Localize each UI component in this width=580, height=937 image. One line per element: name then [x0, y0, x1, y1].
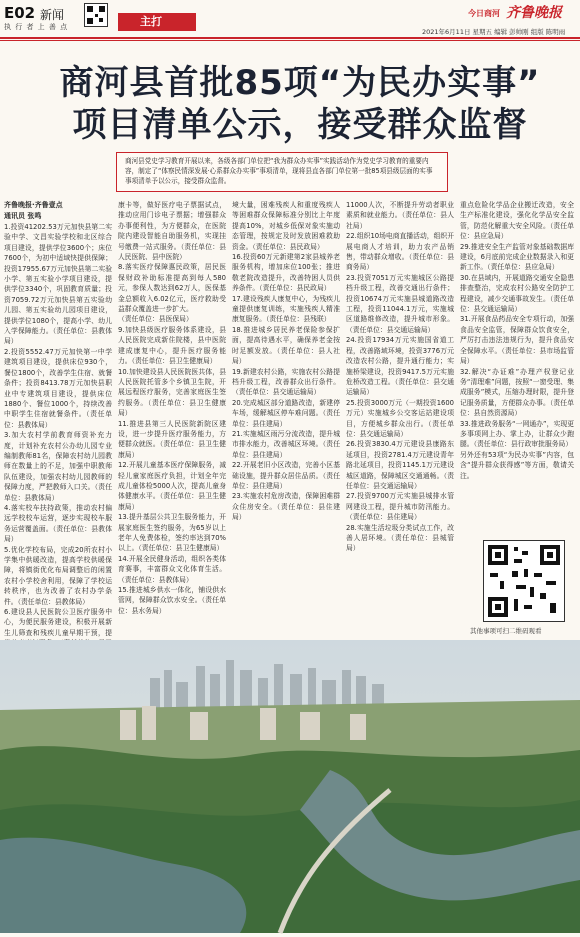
- section-name: 新闻: [40, 8, 65, 22]
- brand-small: 今日商河: [468, 9, 500, 18]
- article-column-5: 重点危险化学品企业搬迁改造，安全生产标准化建设，强化化学品安全监管，防范化解重大安全风险。（责任单位：县应急局） 29.推进安全生产监管对象基础数据库建设，6月底前完成企业数据录入和更新工作。（责任单位：县应急局） 30.在县域内，开展道路交通安全隐患排查整治，完成农村公路安全防护工程建设，减少交通事故发生。（责任单位：县交通运输局） 31.开展食品药品安全专项行动，加强食品安全监管，保障群众饮食安全，严厉打击违法违规行为，提升食品安全保障水平。（责任单位：县市场监管局） 32.解决“办证难”办理产权登记业务“清理难”问题，按照“一窗受理、集成服务”模式，压缩办理时限，提升登记服务质量，方便群众办事。（责任单位：县自然资源局） 33.推进政务服务“一网通办”，实现更多事项网上办、掌上办，让群众少跑腿。（责任单位：县行政审批服务局） 另外还有53项“为民办实事”内容，包含“提升群众获得感”等方面，敬请关注。: [460, 201, 574, 480]
- summary-box: 商河县党史学习教育开展以来，各级各部门单位把“我为群众办实事”实践活动作为党史学习教育的重要内容，制定了“体察民情深发展·心系群众办实事”事项清单，现将县直各部门单位第一批85项县级层面的实事事项清单予以公示，接受群众监督。: [116, 152, 448, 192]
- qr-caption: 其他事项可扫二维码观看: [470, 627, 542, 635]
- column-tag-label: 主打: [140, 15, 162, 28]
- column-1-text: 1.投资41202.53万元加快县第二实验中学、文昌实验学校和北区综合项目建设，提供学位3600个；床位7600个，为初中适域快提供保障；投资17955.67万元加快县第二实验小学、第五实验小学项目建设，提供学位3340个，巩固教育质量；投资7059.72万元加快县第五实验幼儿园、第五实验幼儿园项目建设，提供学位1080个，提高小学、幼儿入学保障能力。（责任单位：县教体局） 2.投资5552.47万元加快第一中学建筑项目建设，提供床位930个，餐位1800个，改善学生住宿、就餐条件；投资8413.78万元加快县职业中专建筑项目建设，提供床位1880个、餐位1000个，持续改善中职学生住宿就餐条件。（责任单位：县教体局） 3.加大农村学前教育师资补充力度，计划补充农村公办幼儿园专业编制教师81名，保障农村幼儿园教师在数量上的不足，加强中职教师队伍建设，加强农村幼儿园教师的保障力度，严把教师入口关。（责任单位：县教体局） 4.落实校车扶持政策，推动农村偏远学校校车运营，逐步实现校车服务运营覆盖面。（责任单位：县教体局） 5.优化学校布局，完成20所农村小学集中供暖改造，提高学校供暖保障，将镇街优化布局调整后的闲置农村小学校舍利用，保障了学校运转秩序，也为改善了农村办学条件。（责任单位：县教体局） 6.建设县人民医院公卫医疗服务中心，为便民服务建设，积极开展新生儿筛查和残疾儿童早期干预，提: [4, 223, 112, 637]
- article-column-2: 康卡等，做好医疗电子票据试点，推动应用门诊电子票据；增强群众办事便利性，为方便群众，在医院院内建设智能自助服务机，实现挂号缴费一站式服务。（责任单位：县人民医院、县中医院） 8.落实医疗保障惠民政策，居民医保财政补助标准提高到每人580元，参保人数达到62万人，医保基金总额收入6.02亿元，医疗救助受益群众覆盖进一步扩大。 （责任单位：县医保局） 9.加快县级医疗服务体系建设，县人民医院完成新住院楼，县中医院建成康复中心，提升医疗服务能力。（责任单位：县卫生健康局） 10.加快建设县人民医院医共体，县人民医院托管多个乡镇卫生院，开展远程医疗服务，完善家庭医生签约服务。（责任单位：县卫生健康局） 11.推进县第三人民医院新院区建设，进一步提升医疗服务能力，方便群众就医。（责任单位：县卫生健康局） 12.开展儿童基本医疗保障服务，减轻儿童家庭医疗负担，计划全年完成儿童体检5000人次，提高儿童身体健康水平。（责任单位：县卫生健康局） 13.提升基层公共卫生服务能力，开展家庭医生签约服务，为65岁以上老年人免费体检，签约率达到70%以上。（责任单位：县卫生健康局） 14.开展全民健身活动，组织各类体育赛事，丰富群众文化体育生活。（责任单位：县教体局） 15.推进城乡供水一体化，铺设供水管网，保障群众饮水安全。（责任单位：县水务局）: [118, 201, 226, 615]
- headline-line-1: 商河县首批85项“为民办实事”: [59, 63, 541, 103]
- article-column-3: 境大量，困难残疾人和重度残疾人等困难群众保障标准分别比上年度提高10%，对城乡低保对象实施动态管理，按规定及时发放困难救助资金。（责任单位：县民政局） 16.投资60万元新建第2家县城养老服务机构，增加床位100张；推进敬老院改造提升，改善特困人员供养条件。（责任单位：县民政局） 17.建设残疾人康复中心，为残疾儿童提供康复训练，实施残疾人精准康复服务。（责任单位：县残联） 18.推进城乡居民养老保险参保扩面，提高待遇水平，确保养老金按时足额发放。（责任单位：县人社局） 19.新建农村公路，实施农村公路提档升级工程，改善群众出行条件。（责任单位：县交通运输局） 20.完成城区部分道路改造，新建停车场，缓解城区停车难问题。（责任单位：县住建局） 21.实施城区雨污分流改造，提升城市排水能力，改善城区环境。（责任单位：县住建局） 22.开展老旧小区改造，完善小区基础设施，提升群众居住品质。（责任单位：县住建局） 23.实施农村危房改造，保障困难群众住房安全。（责任单位：县住建局）: [232, 201, 340, 522]
- header-divider: [0, 37, 580, 39]
- aerial-city-photo: [0, 640, 580, 933]
- article-column-1: [4, 200, 112, 636]
- column-tag: [118, 13, 196, 31]
- brand-logo: 齐鲁晚报: [506, 5, 562, 21]
- dateline: 2021年6月11日 星期五 编辑 彭帅刚 组版 陈明雨: [422, 28, 566, 36]
- header-line: 执 行 者 上 善 点: [4, 23, 69, 31]
- page-number: E02: [4, 4, 36, 22]
- article-qr-code-icon[interactable]: [483, 540, 565, 622]
- headline-line-2: 项目清单公示，接受群众监督: [72, 105, 528, 145]
- headline: [40, 62, 560, 146]
- header-qr-code-icon[interactable]: [84, 3, 108, 27]
- article-column-4: 11000人次，不断提升劳动者职业素质和就业能力。（责任单位：县人社局） 22.组织10场电商直播活动，组织开展电商人才培训，助力农产品销售，带动群众增收。（责任单位：县商务局） 23.投资7051万元实施城区公路提档升级工程，改善交通出行条件；投资10674万元实施县城道路改造工程，投资11044.1万元，实施城区道路维修改造，提升城市形象。（责任单位：县交通运输局） 24.投资17934万元实施国省道工程，改善路域环境，投资3776万元改造农村公路，提升通行能力；实施桥梁建设，投资9417.5万元实施危桥改造工程。（责任单位：县交通运输局） 25.投资3000万元（一期投资1600万元）实施城乡公交客运站建设项目，方便城乡群众出行。（责任单位：县交通运输局） 26.投资3830.4万元建设县康路东延项目，投资2781.4万元建设青年路北延项目，投资1145.1万元建设城区道路，保障城区交通通畅。（责任单位：县交通运输局） 27.投资9700万元实施县城排水管网建设工程，提升城市防汛能力。（责任单位：县住建局） 28.实施生活垃圾分类试点工作，改善人居环境。（责任单位：县城管局）: [346, 201, 454, 553]
- byline: 齐鲁晚报·齐鲁壹点 通讯员 张鸣: [4, 201, 63, 220]
- header-divider-thin: [0, 40, 580, 41]
